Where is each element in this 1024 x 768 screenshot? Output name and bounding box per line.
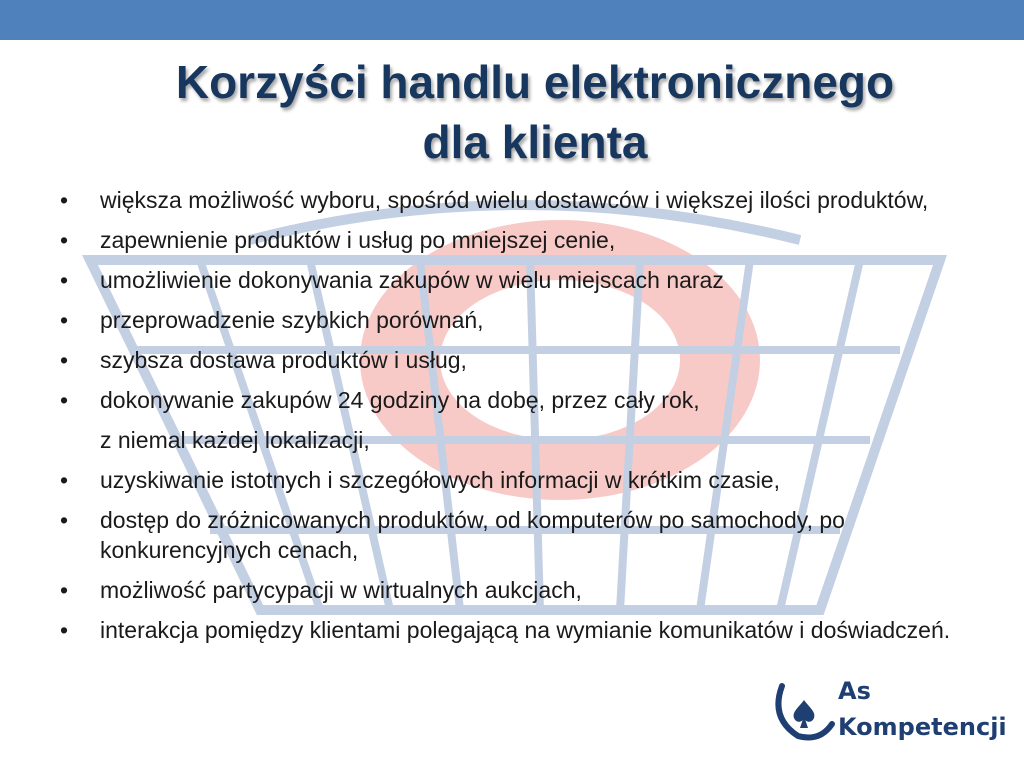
benefit-item: z niemal każdej lokalizacji, xyxy=(100,427,370,453)
benefit-item: • interakcja pomiędzy klientami polegającą na wymianie komunikatów i doświadczeń. xyxy=(60,615,960,645)
slide-title xyxy=(60,52,1010,172)
benefit-item: • możliwość partycypacji w wirtualnych aukcjach, xyxy=(60,575,960,605)
benefit-item: • dostęp do zróżnicowanych produktów, od komputerów po samochody, po konkurencyjnych cenach, xyxy=(60,505,960,565)
benefits-list xyxy=(60,185,960,655)
slide-title-line-1: Korzyści handlu elektronicznego xyxy=(175,56,895,108)
benefit-item: • przeprowadzenie szybkich porównań, xyxy=(60,305,960,335)
benefit-item: • zapewnienie produktów i usług po mniejszej cenie, xyxy=(60,225,960,255)
logo-line-1: As xyxy=(838,677,871,705)
benefit-item: • większa możliwość wyboru, spośród wielu dostawców i większej ilości produktów, xyxy=(60,185,960,215)
benefit-item: • umożliwienie dokonywania zakupów w wielu miejscach naraz xyxy=(60,265,960,295)
benefit-item: • uzyskiwanie istotnych i szczegółowych informacji w krótkim czasie, xyxy=(60,465,960,495)
spade-swoosh-icon xyxy=(772,678,836,742)
benefit-item: • szybsza dostawa produktów i usług, xyxy=(60,345,960,375)
logo-line-2: Kompetencji xyxy=(838,713,1007,741)
logo-text xyxy=(838,676,1007,742)
slide-title-line-2: dla klienta xyxy=(422,116,648,168)
benefit-item: • dokonywanie zakupów 24 godziny na dobę, przez cały rok, xyxy=(60,385,960,415)
top-color-band xyxy=(0,0,1024,40)
as-kompetencji-logo xyxy=(768,672,1008,752)
